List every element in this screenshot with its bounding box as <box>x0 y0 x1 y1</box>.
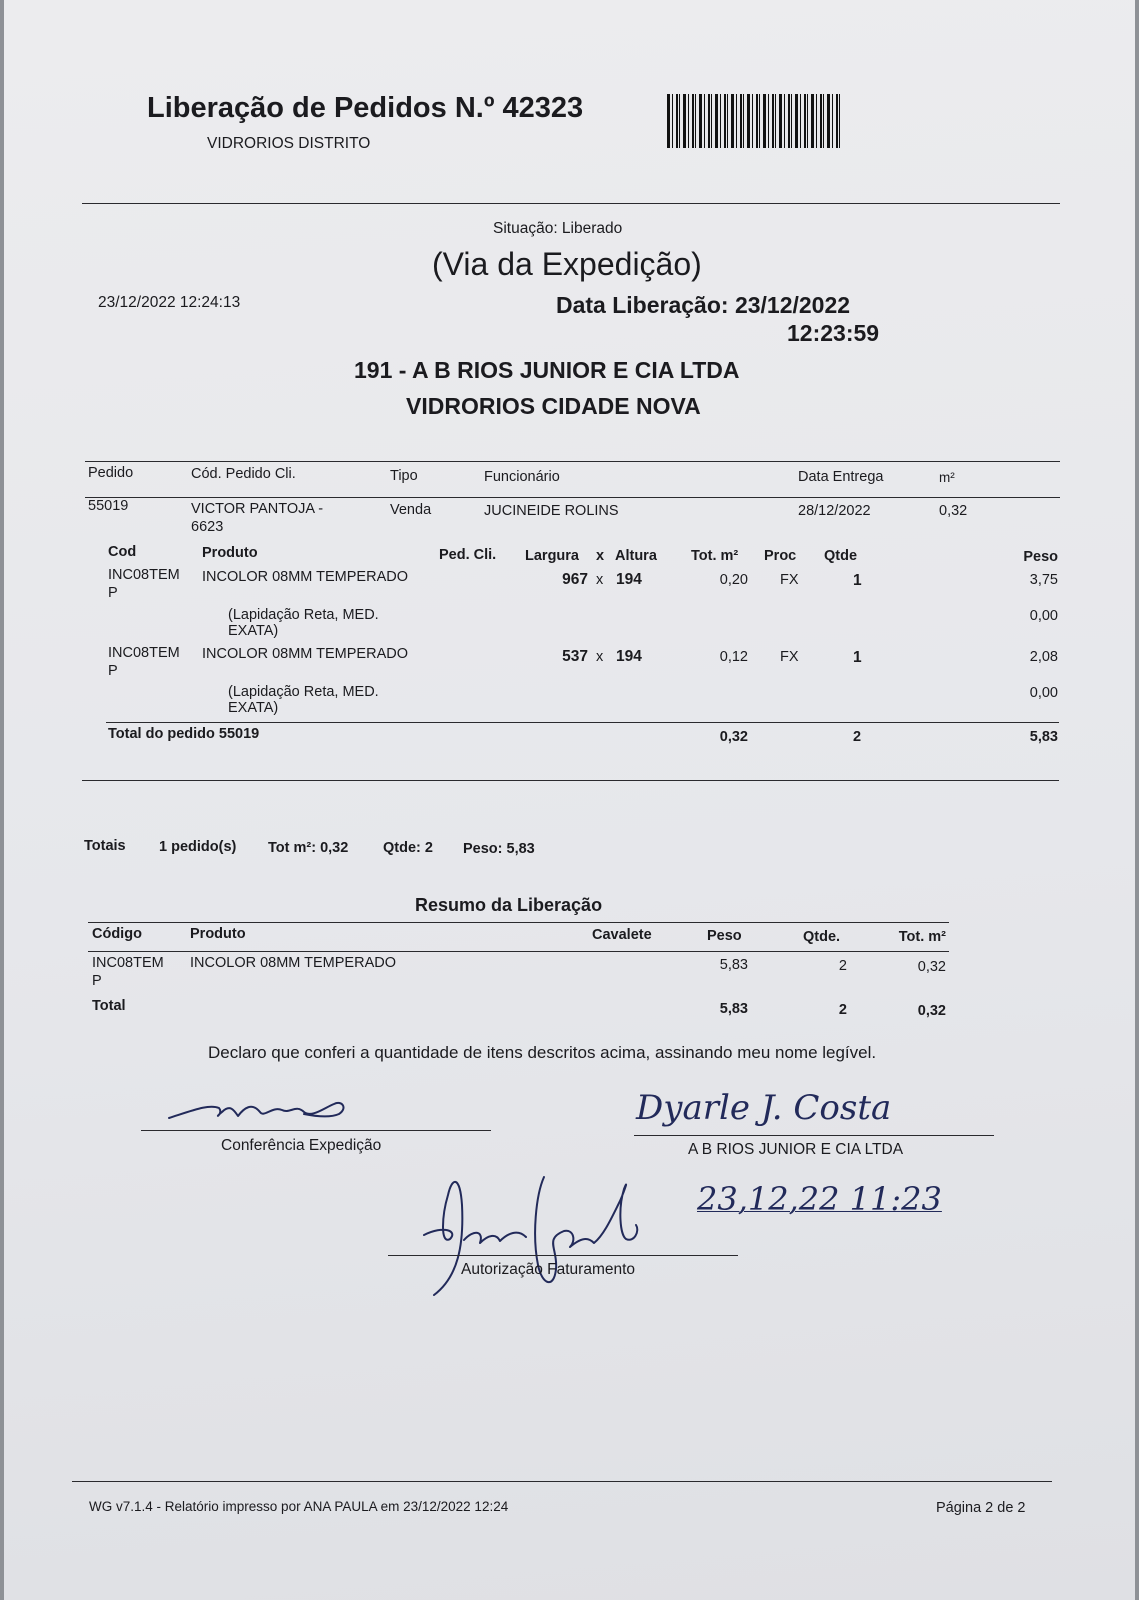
client-branch: VIDRORIOS CIDADE NOVA <box>406 393 701 419</box>
header-data-entrega: Data Entrega <box>798 469 884 485</box>
totais-qtde: Qtde: 2 <box>383 840 433 856</box>
client-handwritten-signature: Dyarle J. Costa <box>636 1088 892 1128</box>
item-1-x: x <box>596 572 604 588</box>
header-m2: m² <box>939 470 955 485</box>
resumo-total-qtde: 2 <box>838 1002 847 1018</box>
order-funcionario: JUCINEIDE ROLINS <box>484 503 619 519</box>
resumo-header-tot-m2: Tot. m² <box>898 929 946 945</box>
table-header-rule <box>85 497 1060 498</box>
item-2-altura: 194 <box>616 648 642 665</box>
totais-pedidos: 1 pedido(s) <box>159 839 237 855</box>
divider <box>82 203 1060 204</box>
declaration-text: Declaro que conferi a quantidade de itens descritos acima, assinando meu nome legível. <box>208 1043 877 1062</box>
resumo-row-produto: INCOLOR 08MM TEMPERADO <box>190 955 396 971</box>
item-header-tot-m2: Tot. m² <box>691 548 739 564</box>
order-data-entrega: 28/12/2022 <box>798 503 871 519</box>
via-title: (Via da Expedição) <box>432 246 702 282</box>
autorizacao-line <box>388 1255 738 1256</box>
order-tipo: Venda <box>390 502 432 518</box>
client-name: 191 - A B RIOS JUNIOR E CIA LTDA <box>354 357 740 383</box>
item-2-detail-1: (Lapidação Reta, MED. <box>228 684 379 700</box>
item-header-cod: Cod <box>108 544 137 560</box>
resumo-header-qtde: Qtde. <box>803 929 841 945</box>
item-1-detail-peso: 0,00 <box>1029 608 1058 624</box>
item-1-altura: 194 <box>616 571 642 588</box>
client-signature-line <box>634 1135 994 1136</box>
item-header-proc: Proc <box>764 548 797 564</box>
order-total-qtde: 2 <box>853 729 862 745</box>
item-1-proc: FX <box>780 572 799 588</box>
item-header-produto: Produto <box>202 545 258 561</box>
item-1-largura: 967 <box>562 571 588 588</box>
item-2-qtde: 1 <box>853 649 862 666</box>
resumo-top-rule <box>88 922 949 923</box>
item-1-produto: INCOLOR 08MM TEMPERADO <box>202 569 408 585</box>
order-cod-cli-1: VICTOR PANTOJA - <box>191 501 324 517</box>
item-1-detail-2: EXATA) <box>228 623 279 639</box>
document-page <box>4 0 1135 1600</box>
item-header-peso: Peso <box>1023 549 1058 565</box>
footer-rule <box>72 1481 1052 1482</box>
totais-tot-m2: Tot m²: 0,32 <box>268 840 349 856</box>
item-2-cod-1: INC08TEM <box>108 645 180 661</box>
autorizacao-label: Autorização Faturamento <box>461 1261 636 1278</box>
order-pedido: 55019 <box>88 498 129 514</box>
resumo-row-qtde: 2 <box>838 958 847 974</box>
resumo-header-peso: Peso <box>707 928 742 944</box>
item-2-detail-2: EXATA) <box>228 700 279 716</box>
barcode <box>667 94 840 148</box>
resumo-header-cavalete: Cavalete <box>592 927 652 943</box>
header-cod-pedido-cli: Cód. Pedido Cli. <box>191 466 296 482</box>
print-datetime: 23/12/2022 12:24:13 <box>98 294 241 311</box>
item-2-detail-peso: 0,00 <box>1029 685 1058 701</box>
item-header-altura: Altura <box>615 548 657 564</box>
situacao-status: Situação: Liberado <box>493 220 623 237</box>
order-total-m2: 0,32 <box>719 729 748 745</box>
table-top-rule <box>85 461 1060 462</box>
item-2-produto: INCOLOR 08MM TEMPERADO <box>202 646 408 662</box>
header-funcionario: Funcionário <box>484 469 560 485</box>
item-2-peso: 2,08 <box>1029 649 1058 665</box>
order-total-rule <box>106 722 1059 723</box>
footer-page-number: Página 2 de 2 <box>936 1500 1026 1516</box>
order-total-peso: 5,83 <box>1029 729 1058 745</box>
item-1-peso: 3,75 <box>1029 572 1058 588</box>
item-2-proc: FX <box>780 649 799 665</box>
client-signature-label: A B RIOS JUNIOR E CIA LTDA <box>688 1141 904 1158</box>
resumo-header-rule <box>88 951 949 952</box>
document-title: Liberação de Pedidos N.º 42323 <box>147 92 584 124</box>
item-2-x: x <box>596 649 604 665</box>
resumo-row-tot-m2: 0,32 <box>917 959 946 975</box>
resumo-row-codigo-1: INC08TEM <box>92 955 164 971</box>
totais-label: Totais <box>84 838 126 854</box>
item-header-ped-cli: Ped. Cli. <box>439 547 497 563</box>
item-2-largura: 537 <box>562 648 588 665</box>
resumo-total-tot-m2: 0,32 <box>917 1003 946 1019</box>
item-1-tot-m2: 0,20 <box>719 572 748 588</box>
item-2-cod-2: P <box>108 663 118 679</box>
item-1-detail-1: (Lapidação Reta, MED. <box>228 607 379 623</box>
order-cod-cli-2: 6623 <box>191 519 224 535</box>
footer-print-info: WG v7.1.4 - Relatório impresso por ANA PAULA em 23/12/2022 12:24 <box>89 1499 509 1514</box>
item-1-cod-2: P <box>108 585 118 601</box>
resumo-total-label: Total <box>92 998 126 1014</box>
conferencia-line <box>141 1130 491 1131</box>
order-total-label: Total do pedido 55019 <box>108 726 260 742</box>
divider <box>82 780 1059 781</box>
handwritten-date: 23,12,22 11:23 <box>697 1180 942 1218</box>
item-header-largura: Largura <box>525 548 579 564</box>
item-1-qtde: 1 <box>853 572 862 589</box>
conferencia-signature <box>164 1090 354 1130</box>
item-header-qtde: Qtde <box>824 548 858 564</box>
resumo-row-codigo-2: P <box>92 973 102 989</box>
header-pedido: Pedido <box>88 465 134 481</box>
conferencia-label: Conferência Expedição <box>221 1137 382 1154</box>
order-m2: 0,32 <box>939 503 968 519</box>
resumo-title: Resumo da Liberação <box>415 895 603 915</box>
item-header-x: x <box>596 548 605 564</box>
resumo-header-produto: Produto <box>190 926 246 942</box>
item-2-tot-m2: 0,12 <box>719 649 748 665</box>
resumo-total-peso: 5,83 <box>719 1001 748 1017</box>
resumo-header-codigo: Código <box>92 926 142 942</box>
company-subtitle: VIDRORIOS DISTRITO <box>207 135 371 152</box>
totais-peso: Peso: 5,83 <box>463 841 535 857</box>
resumo-row-peso: 5,83 <box>719 957 748 973</box>
header-tipo: Tipo <box>390 468 418 484</box>
item-1-cod-1: INC08TEM <box>108 567 180 583</box>
data-liberacao-time: 12:23:59 <box>787 320 880 346</box>
data-liberacao: Data Liberação: 23/12/2022 <box>556 292 851 318</box>
